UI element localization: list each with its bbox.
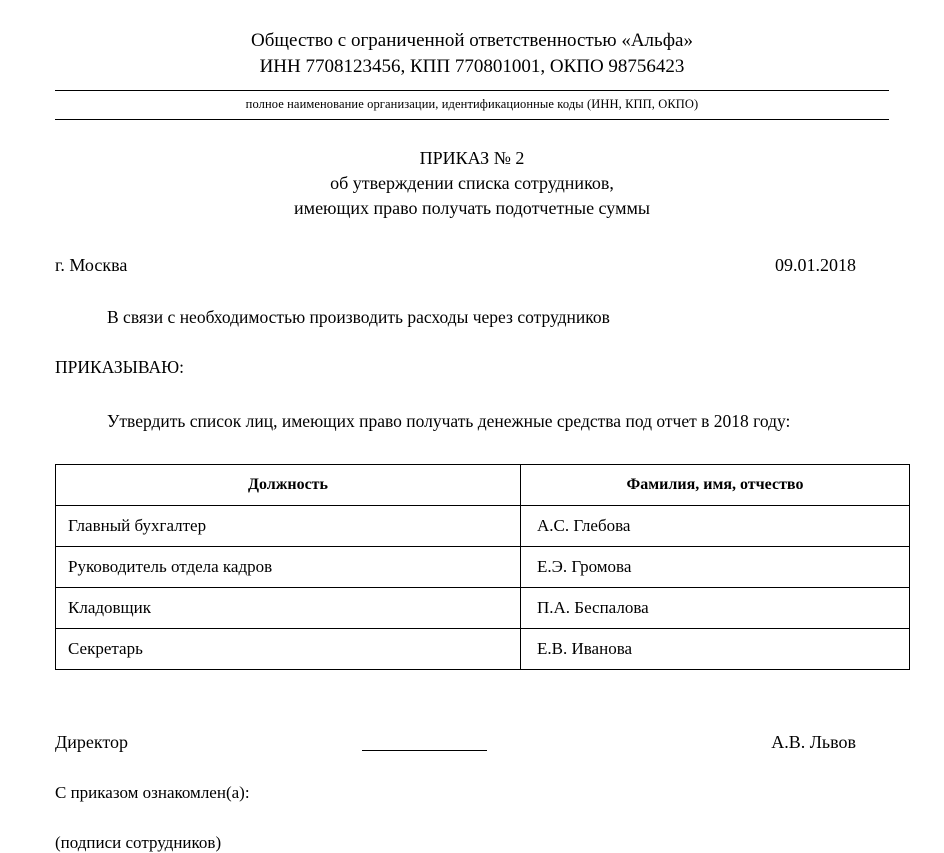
cell-name: А.С. Глебова [521, 506, 910, 547]
acknowledgement-label: С приказом ознакомлен(а): [55, 783, 250, 802]
signer-role: Директор [55, 732, 129, 752]
order-number: ПРИКАЗ № 2 [419, 148, 525, 168]
cell-position: Кладовщик [56, 588, 521, 629]
table-row [56, 547, 910, 588]
order-keyword: ПРИКАЗЫВАЮ: [55, 357, 184, 377]
organization-name: Общество с ограниченной ответственностью «Альфа» [251, 30, 693, 51]
city-label: г. Москва [55, 255, 128, 275]
organization-header [0, 0, 944, 80]
acknowledgement-note: (подписи сотрудников) [55, 833, 222, 852]
staff-table-wrapper [55, 464, 889, 670]
cell-name: Е.В. Иванова [521, 629, 910, 670]
organization-codes: ИНН 7708123456, КПП 770801001, ОКПО 98756423 [259, 56, 685, 77]
table-row [56, 629, 910, 670]
cell-position: Секретарь [56, 629, 521, 670]
staff-table [55, 464, 910, 670]
table-header-row [56, 465, 910, 506]
document-title [0, 146, 944, 221]
table-row [56, 588, 910, 629]
header-caption: полное наименование организации, идентификационные коды (ИНН, КПП, ОКПО) [245, 97, 699, 111]
cell-name: П.А. Беспалова [521, 588, 910, 629]
cell-name: Е.Э. Громова [521, 547, 910, 588]
signature-row [0, 732, 944, 753]
document-date: 09.01.2018 [775, 255, 856, 275]
cell-position: Руководитель отдела кадров [56, 547, 521, 588]
signature-line [362, 736, 487, 751]
preamble-paragraph: В связи с необходимостью производить расходы через сотрудников [107, 307, 610, 327]
order-subject-line-2: имеющих право получать подотчетные суммы [294, 198, 650, 218]
cell-position: Главный бухгалтер [56, 506, 521, 547]
header-divider-bottom [55, 119, 889, 120]
order-clause: Утвердить список лиц, имеющих право получать денежные средства под отчет в 2018 году: [107, 411, 791, 431]
header-divider-top [55, 90, 889, 91]
table-header-position: Должность [56, 465, 521, 506]
table-header-name: Фамилия, имя, отчество [521, 465, 910, 506]
city-date-row [0, 255, 944, 276]
table-row [56, 506, 910, 547]
order-subject-line-1: об утверждении списка сотрудников, [330, 173, 614, 193]
signer-name: А.В. Львов [771, 732, 856, 752]
